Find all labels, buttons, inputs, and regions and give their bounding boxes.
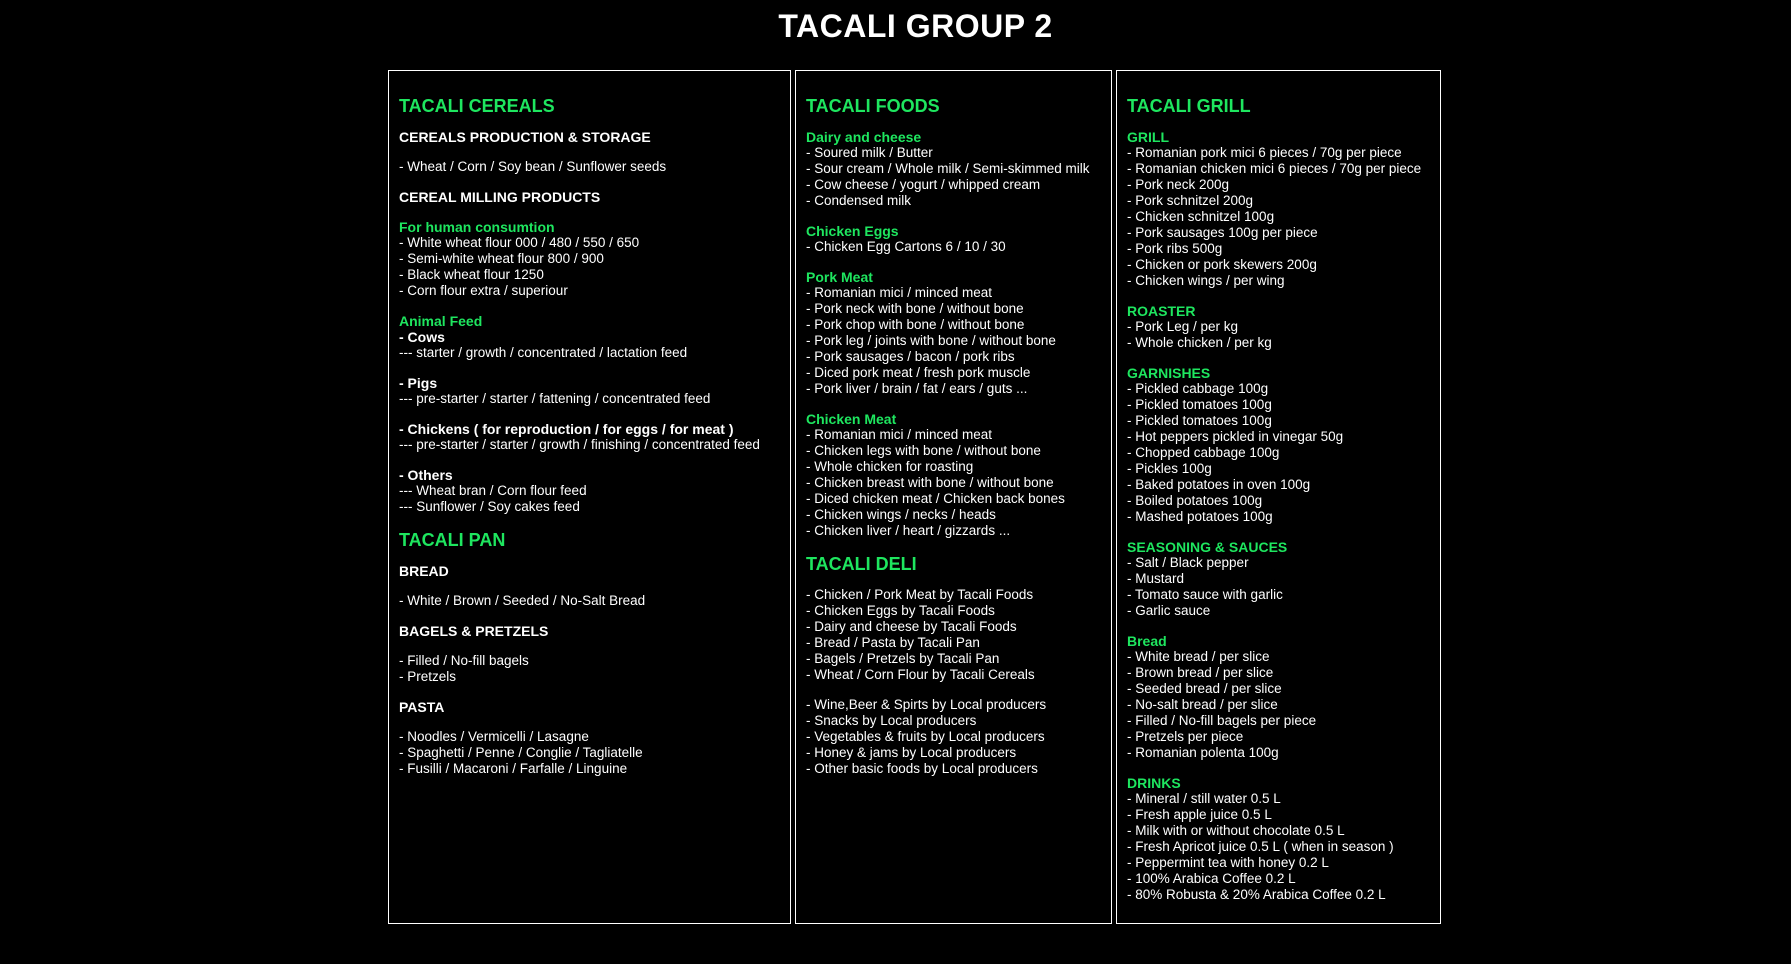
list-item: - Romanian polenta 100g xyxy=(1127,745,1279,760)
chickens-feed-title: - Chickens ( for reproduction / for eggs / for meat ) xyxy=(399,421,734,437)
list-item: - Pork ribs 500g xyxy=(1127,241,1223,256)
others-list xyxy=(399,483,780,515)
list-item: - Wine,Beer & Spirts by Local producers xyxy=(806,697,1047,712)
list-item: - Pork leg / joints with bone / without bone xyxy=(806,333,1056,348)
list-item: - Wheat / Corn Flour by Tacali Cereals xyxy=(806,667,1035,682)
list-item: - Pork chop with bone / without bone xyxy=(806,317,1025,332)
list-item: - Milk with or without chocolate 0.5 L xyxy=(1127,823,1345,838)
list-item: - Garlic sauce xyxy=(1127,603,1211,618)
list-item: - Filled / No-fill bagels per piece xyxy=(1127,713,1317,728)
list-item: - Boiled potatoes 100g xyxy=(1127,493,1263,508)
list-item: - Chicken Egg Cartons 6 / 10 / 30 xyxy=(806,239,1006,254)
grill-bread-title: Bread xyxy=(1127,633,1167,649)
list-item: --- pre-starter / starter / growth / finishing / concentrated feed xyxy=(399,437,760,452)
list-item: - Romanian pork mici 6 pieces / 70g per piece xyxy=(1127,145,1402,160)
list-item: - Pickled tomatoes 100g xyxy=(1127,413,1272,428)
list-item: - Chicken liver / heart / gizzards ... xyxy=(806,523,1011,538)
roaster-title: ROASTER xyxy=(1127,303,1196,319)
list-item: - Black wheat flour 1250 xyxy=(399,267,544,282)
list-item: - Mineral / still water 0.5 L xyxy=(1127,791,1281,806)
drinks-title: DRINKS xyxy=(1127,775,1181,791)
cereals-heading: TACALI CEREALS xyxy=(399,96,555,116)
pan-heading: TACALI PAN xyxy=(399,530,506,550)
list-item: --- pre-starter / starter / fattening / concentrated feed xyxy=(399,391,711,406)
list-item: - No-salt bread / per slice xyxy=(1127,697,1278,712)
list-item: - Dairy and cheese by Tacali Foods xyxy=(806,619,1017,634)
list-item: - Chicken / Pork Meat by Tacali Foods xyxy=(806,587,1034,602)
list-item: - Diced pork meat / fresh pork muscle xyxy=(806,365,1031,380)
deli-heading: TACALI DELI xyxy=(806,554,917,574)
list-item: --- Wheat bran / Corn flour feed xyxy=(399,483,587,498)
list-item: - Chicken legs with bone / without bone xyxy=(806,443,1041,458)
list-item: - Condensed milk xyxy=(806,193,912,208)
list-item: - Chicken or pork skewers 200g xyxy=(1127,257,1317,272)
list-item: - Romanian mici / minced meat xyxy=(806,427,993,442)
list-item: --- Sunflower / Soy cakes feed xyxy=(399,499,580,514)
column-grill xyxy=(1116,70,1441,924)
list-item: - Peppermint tea with honey 0.2 L xyxy=(1127,855,1329,870)
deli-own-list xyxy=(806,587,1101,683)
list-item: - Pork neck 200g xyxy=(1127,177,1230,192)
eggs-title: Chicken Eggs xyxy=(806,223,899,239)
list-item: - Chopped cabbage 100g xyxy=(1127,445,1280,460)
list-item: --- starter / growth / concentrated / lactation feed xyxy=(399,345,688,360)
list-item: - Brown bread / per slice xyxy=(1127,665,1274,680)
list-item: - Pork schnitzel 200g xyxy=(1127,193,1254,208)
list-item: - Pickled tomatoes 100g xyxy=(1127,397,1272,412)
eggs-list xyxy=(806,239,1101,255)
list-item: - Chicken schnitzel 100g xyxy=(1127,209,1275,224)
animal-feed-title: Animal Feed xyxy=(399,313,483,329)
drinks-list xyxy=(1127,791,1430,903)
human-consumption-title: For human consumtion xyxy=(399,219,555,235)
list-item: - Fresh apple juice 0.5 L xyxy=(1127,807,1272,822)
list-item: - Vegetables & fruits by Local producers xyxy=(806,729,1045,744)
others-title: - Others xyxy=(399,467,453,483)
cows-title: - Cows xyxy=(399,329,445,345)
garnishes-list xyxy=(1127,381,1430,525)
roaster-list xyxy=(1127,319,1430,351)
list-item: - Pork liver / brain / fat / ears / guts ... xyxy=(806,381,1028,396)
sauces-list xyxy=(1127,555,1430,619)
deli-local-list xyxy=(806,697,1101,777)
list-item: - Sour cream / Whole milk / Semi-skimmed milk xyxy=(806,161,1090,176)
milling-title: CEREAL MILLING PRODUCTS xyxy=(399,189,601,205)
list-item: - Mashed potatoes 100g xyxy=(1127,509,1273,524)
list-item: - Hot peppers pickled in vinegar 50g xyxy=(1127,429,1344,444)
dairy-title: Dairy and cheese xyxy=(806,129,922,145)
list-item: - White wheat flour 000 / 480 / 550 / 650 xyxy=(399,235,640,250)
list-item: - Noodles / Vermicelli / Lasagne xyxy=(399,729,589,744)
list-item: - Fusilli / Macaroni / Farfalle / Linguine xyxy=(399,761,628,776)
list-item: - Other basic foods by Local producers xyxy=(806,761,1038,776)
bagels-list xyxy=(399,653,780,685)
pan-bread-title: BREAD xyxy=(399,563,449,579)
list-item: - Romanian chicken mici 6 pieces / 70g per piece xyxy=(1127,161,1422,176)
list-item: - Salt / Black pepper xyxy=(1127,555,1249,570)
list-item: - Semi-white wheat flour 800 / 900 xyxy=(399,251,604,266)
list-item: - 100% Arabica Coffee 0.2 L xyxy=(1127,871,1296,886)
list-item: - Corn flour extra / superiour xyxy=(399,283,568,298)
cows-list xyxy=(399,345,780,361)
grill-title: GRILL xyxy=(1127,129,1169,145)
list-item: - Pork sausages 100g per piece xyxy=(1127,225,1318,240)
list-item: - Mustard xyxy=(1127,571,1185,586)
page-title: TACALI GROUP 2 xyxy=(778,8,1053,44)
bagels-title: BAGELS & PRETZELS xyxy=(399,623,549,639)
chickens-feed-list xyxy=(399,437,780,453)
list-item: - Chicken breast with bone / without bone xyxy=(806,475,1054,490)
sauces-title: SEASONING & SAUCES xyxy=(1127,539,1288,555)
list-item: - Wheat / Corn / Soy bean / Sunflower seeds xyxy=(399,159,667,174)
production-list xyxy=(399,159,780,175)
list-item: - Pork Leg / per kg xyxy=(1127,319,1239,334)
human-consumption-list xyxy=(399,235,780,299)
pork-title: Pork Meat xyxy=(806,269,873,285)
list-item: - Honey & jams by Local producers xyxy=(806,745,1017,760)
list-item: - Chicken wings / per wing xyxy=(1127,273,1285,288)
production-title: CEREALS PRODUCTION & STORAGE xyxy=(399,129,651,145)
list-item: - Spaghetti / Penne / Conglie / Tagliatelle xyxy=(399,745,643,760)
pan-bread-list xyxy=(399,593,780,609)
list-item: - Pretzels xyxy=(399,669,457,684)
list-item: - Romanian mici / minced meat xyxy=(806,285,993,300)
list-item: - Pork neck with bone / without bone xyxy=(806,301,1024,316)
list-item: - Diced chicken meat / Chicken back bones xyxy=(806,491,1065,506)
list-item: - Tomato sauce with garlic xyxy=(1127,587,1283,602)
dairy-list xyxy=(806,145,1101,209)
grill-bread-list xyxy=(1127,649,1430,761)
pasta-list xyxy=(399,729,780,777)
list-item: - Bread / Pasta by Tacali Pan xyxy=(806,635,980,650)
list-item: - Pickled cabbage 100g xyxy=(1127,381,1269,396)
chicken-meat-list xyxy=(806,427,1101,539)
list-item: - Soured milk / Butter xyxy=(806,145,933,160)
garnishes-title: GARNISHES xyxy=(1127,365,1211,381)
list-item: - Pickles 100g xyxy=(1127,461,1212,476)
column-cereals-pan xyxy=(388,70,791,924)
list-item: - White bread / per slice xyxy=(1127,649,1270,664)
list-item: - Bagels / Pretzels by Tacali Pan xyxy=(806,651,1000,666)
list-item: - Cow cheese / yogurt / whipped cream xyxy=(806,177,1041,192)
list-item: - Baked potatoes in oven 100g xyxy=(1127,477,1311,492)
list-item: - Fresh Apricot juice 0.5 L ( when in season ) xyxy=(1127,839,1394,854)
list-item: - Chicken wings / necks / heads xyxy=(806,507,996,522)
foods-heading: TACALI FOODS xyxy=(806,96,940,116)
grill-heading: TACALI GRILL xyxy=(1127,96,1251,116)
list-item: - Seeded bread / per slice xyxy=(1127,681,1282,696)
pigs-list xyxy=(399,391,780,407)
pork-list xyxy=(806,285,1101,397)
list-item: - Pretzels per piece xyxy=(1127,729,1244,744)
chicken-meat-title: Chicken Meat xyxy=(806,411,897,427)
grill-list xyxy=(1127,145,1430,289)
pigs-title: - Pigs xyxy=(399,375,438,391)
list-item: - Chicken Eggs by Tacali Foods xyxy=(806,603,995,618)
list-item: - Whole chicken for roasting xyxy=(806,459,974,474)
list-item: - White / Brown / Seeded / No-Salt Bread xyxy=(399,593,646,608)
pasta-title: PASTA xyxy=(399,699,445,715)
column-foods-deli xyxy=(795,70,1112,924)
list-item: - Whole chicken / per kg xyxy=(1127,335,1272,350)
list-item: - Snacks by Local producers xyxy=(806,713,977,728)
list-item: - Filled / No-fill bagels xyxy=(399,653,529,668)
list-item: - 80% Robusta & 20% Arabica Coffee 0.2 L xyxy=(1127,887,1386,902)
list-item: - Pork sausages / bacon / pork ribs xyxy=(806,349,1015,364)
